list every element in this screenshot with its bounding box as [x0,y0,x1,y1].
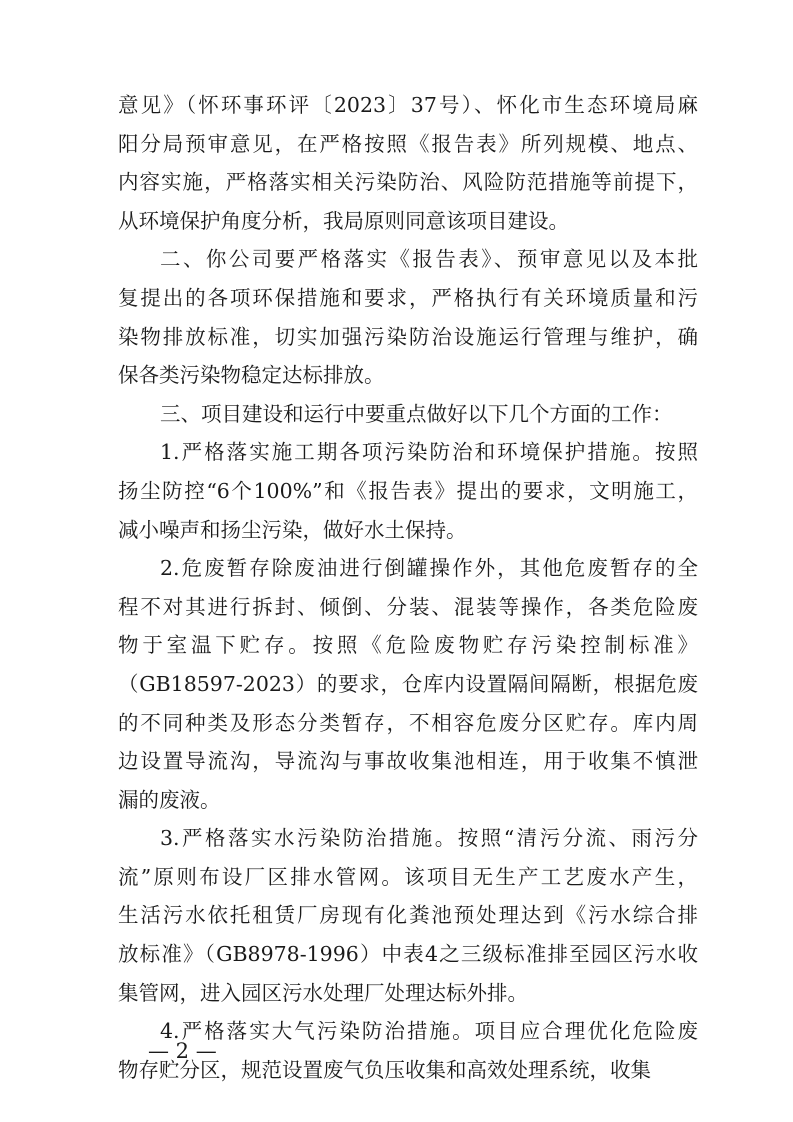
paragraph-2-line: 染物排放标准，切实加强污染防治设施运行管理与维护，确 [118,324,698,349]
paragraph-6-first-line: 3.严格落实水污染防治措施。按照“清污分流、雨污分 [160,826,698,851]
paragraph-4-first-line: 1.严格落实施工期各项污染防治和环境保护措施。按照 [160,440,698,465]
paragraph-6-line: 流”原则布设厂区排水管网。该项目无生产工艺废水产生， [118,864,698,889]
document-body [118,86,698,1089]
paragraph-5-line: （GB18597-2023）的要求，仓库内设置隔间隔断，根据危废 [118,671,698,696]
paragraph-2-line: 复提出的各项环保措施和要求，严格执行有关环境质量和污 [118,285,698,310]
paragraph-1-line: 阳分局预审意见，在严格按照《报告表》所列规模、地点、 [118,131,698,156]
paragraph-6-line: 生活污水依托租赁厂房现有化粪池预处理达到《污水综合排 [118,903,698,928]
paragraph-6-line: 放标准》（GB8978-1996）中表4之三级标准排至园区污水收 [118,942,698,967]
paragraph-2-first-line: 二、你公司要严格落实《报告表》、预审意见以及本批 [160,247,698,272]
paragraph-1-line: 内容实施，严格落实相关污染防治、风险防范措施等前提下， [118,170,698,195]
paragraph-6-line: 集管网，进入园区污水处理厂处理达标外排。 [118,980,528,1005]
paragraph-1-line: 从环境保护角度分析，我局原则同意该项目建设。 [118,208,569,233]
paragraph-5-line: 的不同种类及形态分类暂存，不相容危废分区贮存。库内周 [118,710,698,735]
paragraph-3-first-line: 三、项目建设和运行中要重点做好以下几个方面的工作： [160,401,673,426]
paragraph-5-first-line: 2.危废暂存除废油进行倒罐操作外，其他危废暂存的全 [160,556,698,581]
paragraph-5-line: 程不对其进行拆封、倾倒、分装、混装等操作，各类危险废 [118,594,698,619]
paragraph-4-line: 扬尘防控“6个100%”和《报告表》提出的要求，文明施工， [118,478,698,503]
paragraph-5-line: 物于室温下贮存。按照《危险废物贮存污染控制标准》 [118,633,698,658]
paragraph-7-first-line: 4.严格落实大气污染防治措施。项目应合理优化危险废 [160,1019,698,1044]
paragraph-5-line: 漏的废液。 [118,787,221,812]
paragraph-4-line: 减小噪声和扬尘污染，做好水土保持。 [118,517,467,542]
page-number: — 2 — [148,1039,217,1063]
paragraph-2-line: 保各类污染物稳定达标排放。 [118,363,385,388]
paragraph-7-line: 物存贮分区，规范设置废气负压收集和高效处理系统，收集 [118,1057,651,1082]
paragraph-5-line: 边设置导流沟，导流沟与事故收集池相连，用于收集不慎泄 [118,749,698,774]
paragraph-1-first-line: 意见》（怀环事环评〔2023〕37号）、怀化市生态环境局麻 [118,93,698,117]
